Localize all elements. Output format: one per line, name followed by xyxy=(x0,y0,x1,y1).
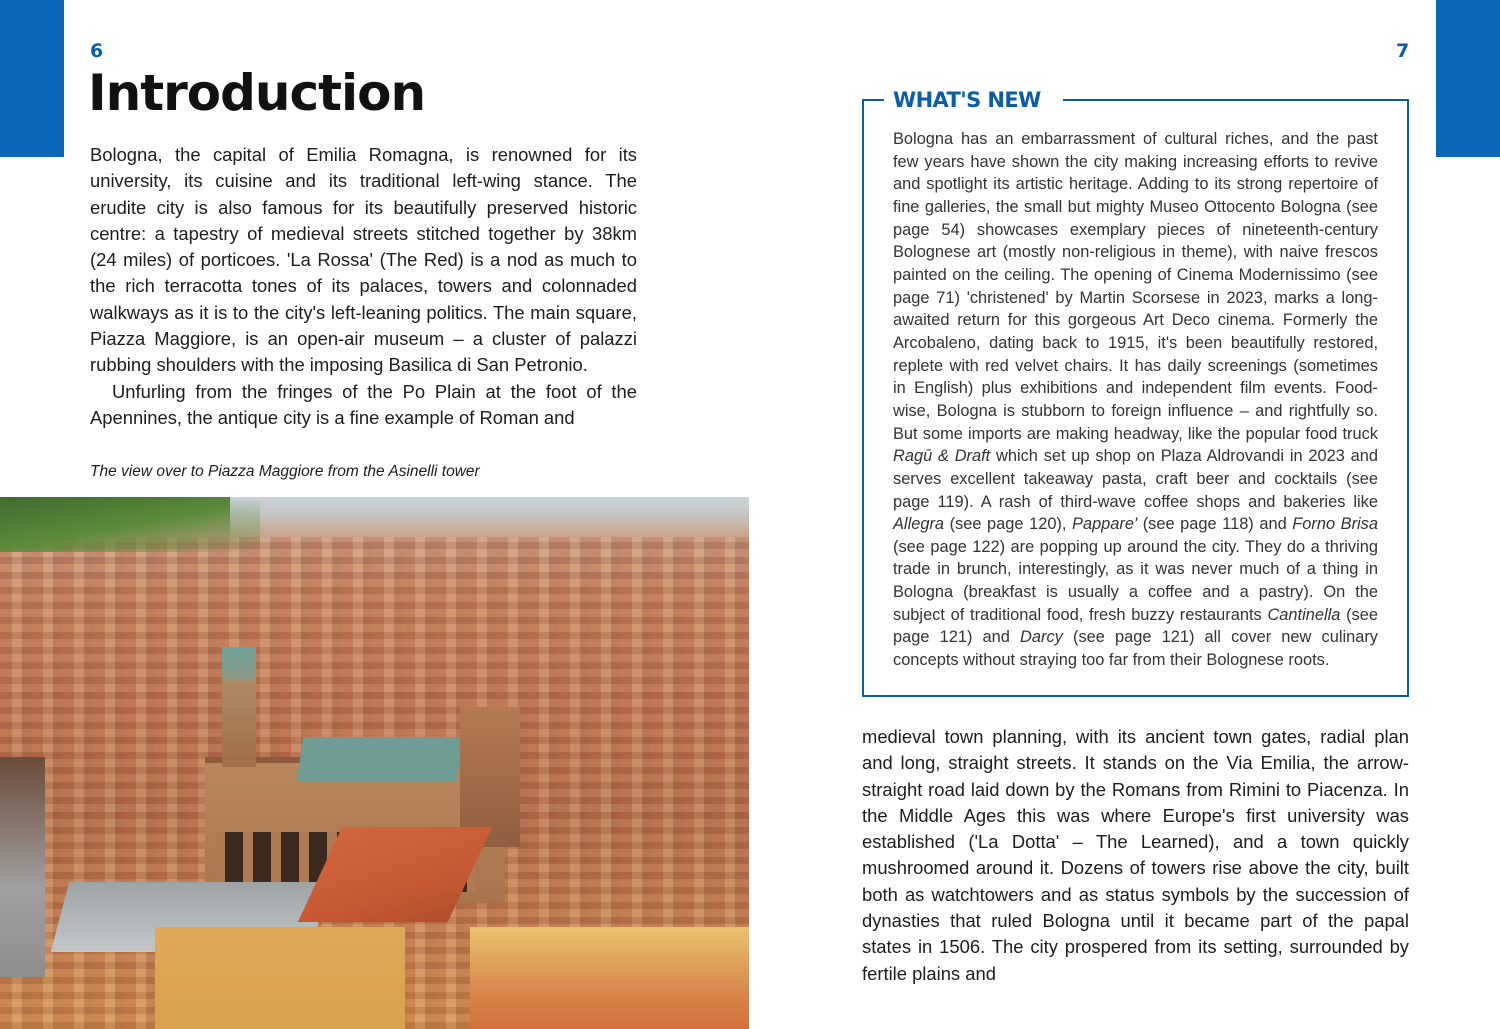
basilica-facade xyxy=(0,757,45,977)
text-run: (see page 118) and xyxy=(1137,515,1293,534)
page-number-left: 6 xyxy=(90,40,104,62)
photo-caption: The view over to Piazza Maggiore from the Asinelli tower xyxy=(90,463,480,480)
yellow-buildings xyxy=(470,927,749,1029)
left-color-tab xyxy=(0,0,64,157)
whats-new-text xyxy=(893,128,1378,672)
page-title: Introduction xyxy=(88,64,426,122)
text-run: (see page 121) all cover new culinary concepts without straying too far from their Bolognese roots. xyxy=(893,628,1378,670)
venue-name: Cantinella xyxy=(1267,605,1341,624)
yellow-buildings xyxy=(155,927,405,1029)
venue-name: Pappare' xyxy=(1072,515,1138,534)
page-number-right: 7 xyxy=(1396,40,1410,62)
venue-name: Forno Brisa xyxy=(1292,515,1378,534)
whats-new-heading: WHAT'S NEW xyxy=(893,88,1041,112)
venue-name: Allegra xyxy=(893,515,945,534)
box-border-top-left xyxy=(862,99,884,101)
text-run: which set up shop on Plaza Aldrovandi in 2023 and serves excellent takeaway pasta, craft beer and cocktails (see page 119). A rash of third-wave coffee shops and bakeries like xyxy=(893,447,1378,511)
sky-haze xyxy=(230,497,749,537)
text-run: (see page 122) are popping up around the city. They do a thriving trade in brunch, interestingly, as it was never much of a thing in Bologna (breakfast is usually a coffee and a pastry). On the subject of traditional food, fresh buzzy restaurants xyxy=(893,537,1378,624)
green-roof xyxy=(297,737,463,782)
bologna-aerial-photo xyxy=(0,497,749,1029)
venue-name: Ragū & Draft xyxy=(893,447,991,466)
hills xyxy=(0,497,260,552)
venue-name: Darcy xyxy=(1020,628,1063,647)
box-border-top-right xyxy=(1063,99,1409,101)
paragraph: Unfurling from the fringes of the Po Plain at the foot of the Apennines, the antique city is a fine example of Roman and xyxy=(90,380,637,428)
text-run: (see page 120), xyxy=(944,515,1073,534)
palace-tower xyxy=(460,707,520,847)
intro-text-left xyxy=(90,142,637,431)
intro-text-right xyxy=(862,724,1409,987)
text-run: Bologna has an embarrassment of cultural riches, and the past few years have shown the city making increasing efforts to revive and spotlight its artistic heritage. Adding to its strong repertoire of fine galleries, the small but mighty Museo Ottocento Bologna (see page 54) showcases exemplary pieces of nineteenth-century Bolognese art (mostly non-religious in theme), with naive frescos painted on the ceiling. The opening of Cinema Modernissimo (see page 71) 'christened' by Martin Scorsese in 2023, marks a long-awaited return for this gorgeous Art Deco cinema. Formerly the Arcobaleno, dating back to 1915, it's been beautifully restored, replete with red velvet chairs. It has daily screenings (sometimes in English) plus exhibitions and independent film events. Food-wise, Bologna is stubborn to foreign influence – and rightfully so. But some imports are making headway, like the popular food truck xyxy=(893,130,1378,443)
paragraph: Bologna, the capital of Emilia Romagna, is renowned for its university, its cuisine and its traditional left-wing stance. The erudite city is also famous for its beautifully preserved historic centre: a tapestry of medieval streets stitched together by 38km (24 miles) of porticoes. 'La Rossa' (The Red) is a nod as much to the rich terracotta tones of its palaces, towers and colonnaded walkways as it is to the city's left-leaning politics. The main square, Piazza Maggiore, is an open-air museum – a cluster of palazzi rubbing shoulders with the imposing Basilica di San Petronio. xyxy=(90,144,637,376)
right-color-tab xyxy=(1436,0,1500,157)
text-run: (see page 121) and xyxy=(893,605,1378,647)
paragraph: medieval town planning, with its ancient town gates, radial plan and long, straight streets. It stands on the Via Emilia, the arrow-straight road laid down by the Romans from Rimini to Piacenza. In the Middle Ages this was where Europe's first university was established ('La Dotta' – The Learned), and a town quickly mushroomed around it. Dozens of towers rise above the city, built both as watchtowers and as status symbols by the succession of dynasties that ruled Bologna until it became part of the papal states in 1506. The city prospered from its setting, surrounded by fertile plains and xyxy=(862,726,1409,984)
clock-tower xyxy=(222,647,256,767)
